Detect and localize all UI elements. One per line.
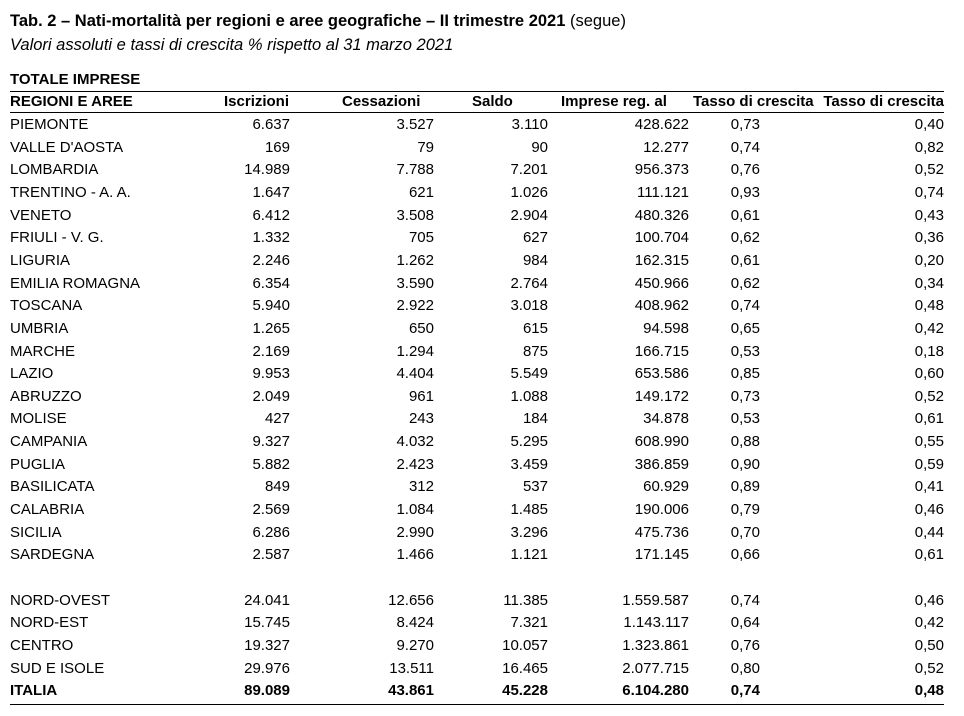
tasso-2-value: 0,55 xyxy=(914,433,944,451)
section-label: TOTALE IMPRESE xyxy=(10,71,141,88)
imprese-value: 475.736 xyxy=(634,523,689,541)
imprese-value: 408.962 xyxy=(634,297,689,315)
saldo-value: 537 xyxy=(522,478,548,496)
imprese-value: 2.077.715 xyxy=(622,659,689,677)
imprese-value: 956.373 xyxy=(634,161,689,179)
iscrizioni-value: 427 xyxy=(264,410,290,428)
region-name: SUD E ISOLE xyxy=(10,659,105,677)
tasso-1-value: 0,53 xyxy=(730,342,760,360)
saldo-value: 1.026 xyxy=(510,183,548,201)
header-cessazioni: Cessazioni xyxy=(342,93,421,110)
area-row xyxy=(10,635,944,657)
saldo-value: 1.121 xyxy=(510,546,548,564)
region-name: FRIULI - V. G. xyxy=(10,229,104,247)
tasso-2-value: 0,52 xyxy=(914,161,944,179)
tasso-1-value: 0,74 xyxy=(730,138,760,156)
region-name: NORD-OVEST xyxy=(10,591,111,609)
imprese-value: 111.121 xyxy=(637,183,689,201)
region-name: CALABRIA xyxy=(10,501,85,519)
imprese-value: 12.277 xyxy=(643,138,689,156)
tasso-2-value: 0,48 xyxy=(914,682,944,700)
iscrizioni-value: 2.246 xyxy=(252,251,290,269)
region-name: VALLE D'AOSTA xyxy=(10,138,124,156)
tasso-1-value: 0,74 xyxy=(730,297,760,315)
tasso-2-value: 0,61 xyxy=(914,410,944,428)
tasso-2-value: 0,42 xyxy=(914,614,944,632)
cessazioni-value: 79 xyxy=(417,138,434,156)
table-row xyxy=(10,522,944,544)
saldo-value: 3.459 xyxy=(510,455,548,473)
tasso-2-value: 0,52 xyxy=(914,387,944,405)
cessazioni-value: 243 xyxy=(408,410,434,428)
tasso-1-value: 0,88 xyxy=(730,433,760,451)
saldo-value: 45.228 xyxy=(502,682,548,700)
saldo-value: 184 xyxy=(522,410,548,428)
total-row xyxy=(10,680,944,702)
imprese-value: 450.966 xyxy=(634,274,689,292)
table-row xyxy=(10,227,944,249)
table-row xyxy=(10,386,944,408)
region-name: CAMPANIA xyxy=(10,433,88,451)
region-name: TOSCANA xyxy=(10,297,83,315)
iscrizioni-value: 169 xyxy=(264,138,290,156)
table-row xyxy=(10,114,944,136)
table-title-suffix: (segue) xyxy=(565,12,626,30)
saldo-value: 16.465 xyxy=(502,659,548,677)
table-row xyxy=(10,431,944,453)
imprese-value: 162.315 xyxy=(634,251,689,269)
tasso-1-value: 0,89 xyxy=(730,478,760,496)
tasso-2-value: 0,46 xyxy=(914,591,944,609)
header-tasso-1: Tasso di crescita xyxy=(693,93,814,110)
saldo-value: 875 xyxy=(522,342,548,360)
iscrizioni-value: 849 xyxy=(264,478,290,496)
iscrizioni-value: 15.745 xyxy=(244,614,290,632)
saldo-value: 984 xyxy=(522,251,548,269)
imprese-value: 60.929 xyxy=(643,478,689,496)
tasso-1-value: 0,90 xyxy=(730,455,760,473)
cessazioni-value: 312 xyxy=(408,478,434,496)
cessazioni-value: 4.404 xyxy=(396,365,434,383)
saldo-value: 2.904 xyxy=(510,206,548,224)
tasso-2-value: 0,46 xyxy=(914,501,944,519)
table-row xyxy=(10,318,944,340)
tasso-1-value: 0,62 xyxy=(730,274,760,292)
tasso-1-value: 0,93 xyxy=(730,183,760,201)
table-bottom-rule xyxy=(10,704,944,705)
imprese-value: 94.598 xyxy=(643,319,689,337)
tasso-1-value: 0,62 xyxy=(730,229,760,247)
cessazioni-value: 4.032 xyxy=(396,433,434,451)
saldo-value: 2.764 xyxy=(510,274,548,292)
imprese-value: 428.622 xyxy=(634,116,689,133)
tasso-1-value: 0,76 xyxy=(730,161,760,179)
saldo-value: 5.549 xyxy=(510,365,548,383)
tasso-1-value: 0,79 xyxy=(730,501,760,519)
saldo-value: 11.385 xyxy=(503,591,548,609)
tasso-2-value: 0,20 xyxy=(914,251,944,269)
cessazioni-value: 2.922 xyxy=(396,297,434,315)
imprese-value: 608.990 xyxy=(634,433,689,451)
imprese-value: 1.559.587 xyxy=(622,591,689,609)
imprese-value: 166.715 xyxy=(634,342,689,360)
region-name: TRENTINO - A. A. xyxy=(10,183,131,201)
tasso-2-value: 0,61 xyxy=(914,546,944,564)
iscrizioni-value: 5.940 xyxy=(252,297,290,315)
table-row xyxy=(10,205,944,227)
tasso-1-value: 0,66 xyxy=(730,546,760,564)
region-name: ABRUZZO xyxy=(10,387,82,405)
tasso-2-value: 0,42 xyxy=(914,319,944,337)
saldo-value: 3.110 xyxy=(511,116,548,133)
table-row xyxy=(10,408,944,430)
imprese-value: 386.859 xyxy=(634,455,689,473)
cessazioni-value: 1.466 xyxy=(396,546,434,564)
cessazioni-value: 3.590 xyxy=(396,274,434,292)
iscrizioni-value: 14.989 xyxy=(244,161,290,179)
table-row xyxy=(10,295,944,317)
table-row xyxy=(10,159,944,181)
saldo-value: 3.018 xyxy=(510,297,548,315)
saldo-value: 1.088 xyxy=(510,387,548,405)
cessazioni-value: 1.294 xyxy=(396,342,434,360)
tasso-1-value: 0,64 xyxy=(730,614,760,632)
cessazioni-value: 705 xyxy=(408,229,434,247)
iscrizioni-value: 89.089 xyxy=(244,682,290,700)
area-row xyxy=(10,658,944,680)
imprese-value: 6.104.280 xyxy=(622,682,689,700)
iscrizioni-value: 2.569 xyxy=(252,501,290,519)
tasso-2-value: 0,52 xyxy=(914,659,944,677)
iscrizioni-value: 6.354 xyxy=(252,274,290,292)
tasso-2-value: 0,59 xyxy=(914,455,944,473)
header-imprese: Imprese reg. al xyxy=(561,93,667,110)
table-subtitle: Valori assoluti e tassi di crescita % rispetto al 31 marzo 2021 xyxy=(10,36,454,54)
table-header xyxy=(10,91,944,113)
tasso-2-value: 0,36 xyxy=(914,229,944,247)
imprese-value: 190.006 xyxy=(634,501,689,519)
region-name: LOMBARDIA xyxy=(10,161,99,179)
cessazioni-value: 2.990 xyxy=(396,523,434,541)
iscrizioni-value: 1.332 xyxy=(252,229,290,247)
iscrizioni-value: 9.953 xyxy=(252,365,290,383)
cessazioni-value: 621 xyxy=(408,183,434,201)
imprese-value: 149.172 xyxy=(634,387,689,405)
tasso-2-value: 0,74 xyxy=(914,183,944,201)
area-row xyxy=(10,590,944,612)
iscrizioni-value: 6.286 xyxy=(252,523,290,541)
tasso-1-value: 0,53 xyxy=(730,410,760,428)
iscrizioni-value: 29.976 xyxy=(244,659,290,677)
header-regioni: REGIONI E AREE xyxy=(10,93,133,110)
table-row xyxy=(10,499,944,521)
tasso-1-value: 0,70 xyxy=(730,523,760,541)
region-name: CENTRO xyxy=(10,636,74,654)
table-title-main: Tab. 2 – Nati-mortalità per regioni e aree geografiche – II trimestre 2021 xyxy=(10,12,566,30)
iscrizioni-value: 19.327 xyxy=(244,636,290,654)
tasso-1-value: 0,65 xyxy=(730,319,760,337)
tasso-2-value: 0,44 xyxy=(914,523,944,541)
imprese-value: 653.586 xyxy=(634,365,689,383)
table-row xyxy=(10,273,944,295)
tasso-1-value: 0,73 xyxy=(730,116,760,133)
region-name: EMILIA ROMAGNA xyxy=(10,274,141,292)
iscrizioni-value: 9.327 xyxy=(252,433,290,451)
area-row xyxy=(10,612,944,634)
tasso-2-value: 0,18 xyxy=(914,342,944,360)
iscrizioni-value: 6.412 xyxy=(252,206,290,224)
tasso-2-value: 0,34 xyxy=(914,274,944,292)
tasso-1-value: 0,61 xyxy=(730,206,760,224)
tasso-2-value: 0,43 xyxy=(914,206,944,224)
cessazioni-value: 13.511 xyxy=(389,659,434,677)
table-row xyxy=(10,250,944,272)
iscrizioni-value: 2.169 xyxy=(252,342,290,360)
cessazioni-value: 7.788 xyxy=(396,161,434,179)
iscrizioni-value: 1.265 xyxy=(252,319,290,337)
saldo-value: 3.296 xyxy=(510,523,548,541)
table-row xyxy=(10,454,944,476)
table-row xyxy=(10,137,944,159)
tasso-1-value: 0,76 xyxy=(730,636,760,654)
tasso-1-value: 0,80 xyxy=(730,659,760,677)
tasso-1-value: 0,61 xyxy=(730,251,760,269)
saldo-value: 615 xyxy=(522,319,548,337)
region-name: PUGLIA xyxy=(10,455,66,473)
header-saldo: Saldo xyxy=(472,93,513,110)
table-row xyxy=(10,544,944,566)
cessazioni-value: 3.527 xyxy=(396,116,434,133)
region-name: NORD-EST xyxy=(10,614,89,632)
header-iscrizioni: Iscrizioni xyxy=(224,93,290,110)
tasso-2-value: 0,48 xyxy=(914,297,944,315)
tasso-2-value: 0,82 xyxy=(914,138,944,156)
saldo-value: 7.321 xyxy=(510,614,548,632)
cessazioni-value: 650 xyxy=(408,319,434,337)
tasso-2-value: 0,41 xyxy=(914,478,944,496)
tasso-2-value: 0,50 xyxy=(914,636,944,654)
cessazioni-value: 1.084 xyxy=(396,501,434,519)
cessazioni-value: 961 xyxy=(408,387,434,405)
cessazioni-value: 1.262 xyxy=(396,251,434,269)
imprese-value: 34.878 xyxy=(643,410,689,428)
cessazioni-value: 9.270 xyxy=(396,636,434,654)
tasso-1-value: 0,74 xyxy=(730,682,760,700)
tasso-2-value: 0,40 xyxy=(914,116,944,133)
imprese-value: 1.143.117 xyxy=(623,614,689,632)
tasso-2-value: 0,60 xyxy=(914,365,944,383)
cessazioni-value: 12.656 xyxy=(388,591,434,609)
saldo-value: 10.057 xyxy=(502,636,548,654)
table-row xyxy=(10,363,944,385)
iscrizioni-value: 2.587 xyxy=(252,546,290,564)
region-name: SARDEGNA xyxy=(10,546,95,564)
saldo-value: 627 xyxy=(522,229,548,247)
saldo-value: 7.201 xyxy=(510,161,548,179)
region-name: UMBRIA xyxy=(10,319,69,337)
imprese-value: 100.704 xyxy=(634,229,689,247)
imprese-value: 480.326 xyxy=(634,206,689,224)
tasso-1-value: 0,74 xyxy=(730,591,760,609)
table-title xyxy=(10,11,626,31)
region-name: ITALIA xyxy=(10,682,58,700)
cessazioni-value: 8.424 xyxy=(396,614,434,632)
iscrizioni-value: 1.647 xyxy=(252,183,290,201)
iscrizioni-value: 2.049 xyxy=(252,387,290,405)
region-name: MOLISE xyxy=(10,410,67,428)
region-name: MARCHE xyxy=(10,342,76,360)
iscrizioni-value: 6.637 xyxy=(252,116,290,133)
region-name: LAZIO xyxy=(10,365,54,383)
iscrizioni-value: 5.882 xyxy=(252,455,290,473)
table-row xyxy=(10,341,944,363)
header-tasso-2: Tasso di crescita xyxy=(823,93,944,110)
region-name: PIEMONTE xyxy=(10,116,89,133)
tasso-1-value: 0,85 xyxy=(730,365,760,383)
table-row xyxy=(10,182,944,204)
region-name: SICILIA xyxy=(10,523,62,541)
saldo-value: 1.485 xyxy=(510,501,548,519)
cessazioni-value: 43.861 xyxy=(388,682,434,700)
tasso-1-value: 0,73 xyxy=(730,387,760,405)
imprese-value: 1.323.861 xyxy=(622,636,689,654)
region-name: BASILICATA xyxy=(10,478,95,496)
cessazioni-value: 2.423 xyxy=(396,455,434,473)
region-name: LIGURIA xyxy=(10,251,71,269)
saldo-value: 90 xyxy=(531,138,548,156)
table-row xyxy=(10,476,944,498)
iscrizioni-value: 24.041 xyxy=(244,591,290,609)
cessazioni-value: 3.508 xyxy=(396,206,434,224)
imprese-value: 171.145 xyxy=(634,546,689,564)
saldo-value: 5.295 xyxy=(510,433,548,451)
region-name: VENETO xyxy=(10,206,72,224)
